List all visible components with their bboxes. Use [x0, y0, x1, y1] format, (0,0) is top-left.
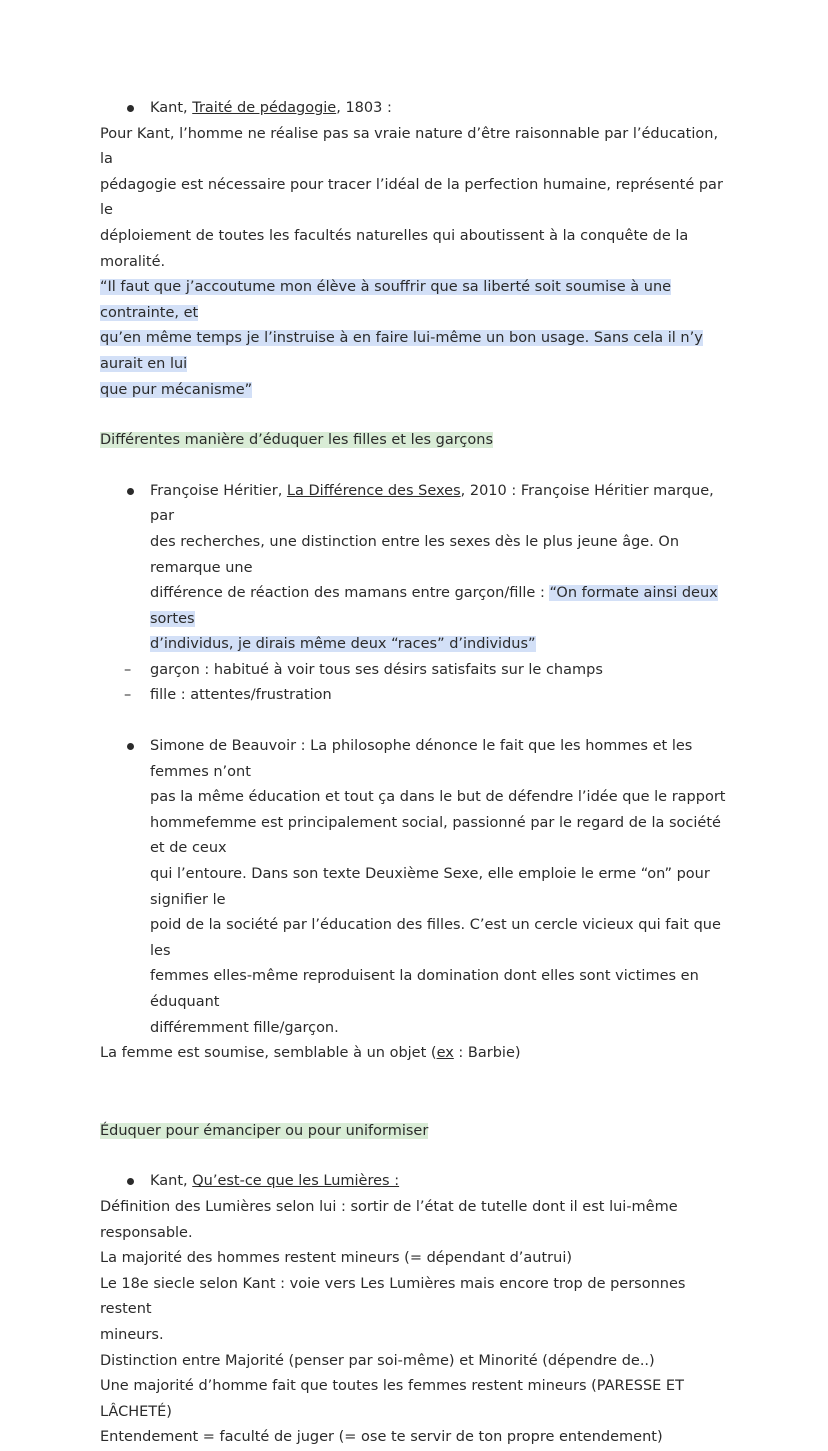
author-heritier: Françoise Héritier, [150, 482, 287, 499]
bullet-beauvoir [100, 734, 730, 785]
paragraph-line: La majorité des hommes restent mineurs (= dépendant d’autrui) [100, 1250, 573, 1267]
section-heading [100, 1119, 730, 1145]
bullet-continuation [100, 581, 730, 632]
highlighted-quote: “Il faut que j’accoutume mon élève à souffrir que sa liberté soit soumise à une contrainte, et [100, 279, 672, 321]
highlighted-quote: qu’en même temps je l’instruise à en faire lui-même un bon usage. Sans cela il n’y aurait en lui [100, 330, 703, 372]
paragraph-line: Le 18e siecle selon Kant : voie vers Les Lumières mais encore trop de personnes restent [100, 1275, 686, 1318]
paragraph-line: pédagogie est nécessaire pour tracer l’idéal de la perfection humaine, représenté par le [100, 176, 723, 219]
heading-highlight: Éduquer pour émanciper ou pour uniformiser [100, 1122, 429, 1139]
abbreviation: ex [436, 1045, 454, 1062]
bullet-continuation: hommefemme est principalement social, passionné par le regard de la société et de ceux [150, 814, 721, 857]
highlighted-quote: d’individus, je dirais même deux “races” d’individus” [150, 636, 536, 653]
author-kant: Kant, [150, 100, 193, 116]
heading-highlight: Différentes manière d’éduquer les filles et les garçons [100, 432, 494, 449]
dash-marker: – [124, 687, 132, 704]
paragraph-line: mineurs. [100, 1326, 164, 1343]
paragraph-line: Distinction entre Majorité (penser par soi-même) et Minorité (dépendre de..) [100, 1352, 655, 1369]
bullet-dot-icon [127, 488, 134, 495]
highlighted-quote: que pur mécanisme” [100, 381, 253, 398]
bullet-text: Simone de Beauvoir : La philosophe dénonce le fait que les hommes et les femmes n’ont [150, 738, 693, 780]
text-segment: : Barbie) [453, 1045, 521, 1062]
paragraph-line: déploiement de toutes les facultés naturelles qui aboutissent à la conquête de la moralité. [100, 227, 689, 270]
work-title: La Différence des Sexes [286, 482, 461, 499]
bullet-continuation: des recherches, une distinction entre les sexes dès le plus jeune âge. On remarque une [150, 533, 680, 576]
paragraph-line: Une majorité d’homme fait que toutes les femmes restent mineurs (PARESSE ET LÂCHETÉ) [100, 1378, 684, 1420]
bullet-continuation: qui l’entoure. Dans son texte Deuxième Sexe, elle emploie le erme “on” pour signifier le [150, 866, 710, 908]
work-title: Traité de pédagogie [192, 100, 337, 116]
bullet-dot-icon [127, 743, 134, 750]
bullet-continuation [100, 632, 730, 658]
paragraph-line: Pour Kant, l’homme ne réalise pas sa vraie nature d’être raisonnable par l’éducation, la [100, 125, 719, 168]
text-segment: La femme est soumise, semblable à un objet ( [100, 1045, 437, 1062]
dash-item-fille [100, 683, 730, 709]
bullet-kant-pedagogie [100, 96, 730, 122]
bullet-text: différence de réaction des mamans entre garçon/fille : [150, 585, 550, 602]
bullet-text: , 2010 : Françoise Héritier marque, par [150, 482, 714, 525]
section-heading [100, 428, 730, 454]
quote-line [100, 326, 730, 377]
bullet-continuation: poid de la société par l’éducation des filles. C’est un cercle vicieux qui fait que les [150, 917, 721, 959]
paragraph-line [100, 1041, 730, 1067]
bullet-heritier [100, 479, 730, 530]
work-year: , 1803 : [336, 100, 392, 116]
dash-marker: – [124, 661, 132, 678]
bullet-continuation: femmes elles-même reproduisent la domination dont elles sont victimes en éduquant [150, 968, 699, 1010]
dash-text: fille : attentes/frustration [150, 687, 332, 704]
paragraph-line: Définition des Lumières selon lui : sortir de l’état de tutelle dont il est lui-même responsable. [100, 1198, 678, 1241]
author-kant: Kant, [150, 1173, 193, 1190]
paragraph-line: Entendement = faculté de juger (= ose te servir de ton propre entendement) [100, 1429, 663, 1446]
bullet-continuation: différemment fille/garçon. [150, 1019, 339, 1036]
bullet-dot-icon [127, 105, 134, 112]
dash-item-garcon [100, 658, 730, 684]
bullet-kant-lumieres [100, 1169, 730, 1195]
bullet-continuation: pas la même éducation et tout ça dans le but de défendre l’idée que le rapport [150, 789, 726, 806]
dash-text: garçon : habitué à voir tous ses désirs satisfaits sur le champs [150, 661, 603, 678]
work-title: Qu’est-ce que les Lumières : [192, 1173, 400, 1190]
quote-line [100, 275, 730, 326]
highlighted-quote: “On formate ainsi deux sortes [150, 585, 718, 627]
bullet-dot-icon [127, 1178, 134, 1185]
quote-line [100, 378, 730, 404]
document-content [100, 96, 730, 1451]
